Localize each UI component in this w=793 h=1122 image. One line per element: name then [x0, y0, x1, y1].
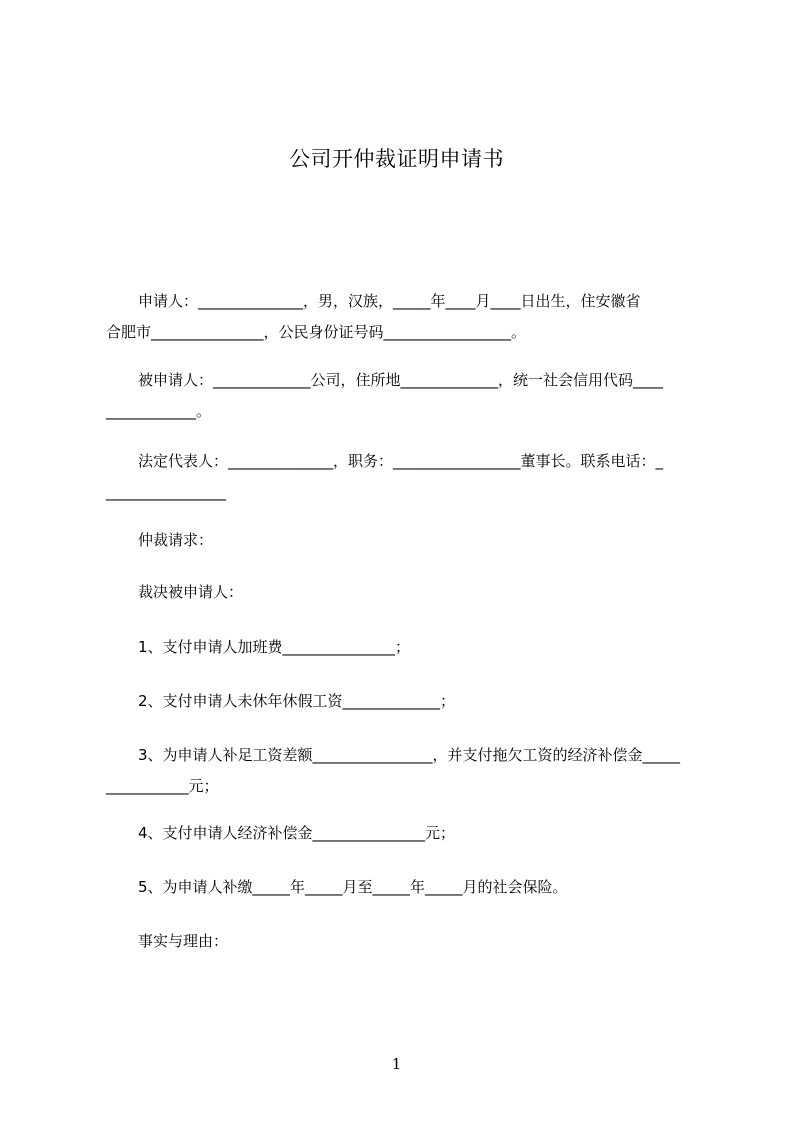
claims-heading: 仲裁请求： — [138, 531, 214, 549]
page-number: 1 — [391, 1055, 402, 1073]
claim-1: 1、支付申请人加班费_______________； — [138, 638, 411, 656]
respondent-paragraph — [106, 365, 702, 427]
respondent-line-1: 被申请人：_____________公司，住所地_____________，统一社会信用代码____ — [138, 371, 664, 389]
claim-2: 2、支付申请人未休年休假工资_____________； — [138, 692, 456, 710]
claim-5: 5、为申请人补缴_____年_____月至_____年_____月的社会保险。 — [138, 878, 568, 896]
claim-3 — [106, 740, 702, 802]
claim-4: 4、支付申请人经济补偿金_______________元； — [138, 824, 456, 842]
applicant-paragraph — [106, 286, 702, 348]
claim-3-line-2: ___________元； — [106, 777, 219, 795]
legal-rep-line-1: 法定代表人：______________，职务：_________________董事长。联系电话：_ — [138, 452, 664, 470]
legal-rep-line-2: ________________ — [106, 483, 226, 501]
legal-rep-paragraph — [106, 446, 702, 508]
claim-3-line-1: 3、为申请人补足工资差额________________，并支付拖欠工资的经济补偿金_____ — [138, 746, 681, 764]
document-title: 公司开仲裁证明申请书 — [289, 147, 504, 171]
claims-intro: 裁决被申请人： — [138, 583, 244, 601]
facts-heading: 事实与理由： — [138, 932, 229, 950]
respondent-line-2: ____________。 — [106, 402, 212, 420]
applicant-line-1: 申请人：______________，男，汉族，_____年____月____日出生，住安徽省 — [138, 292, 641, 310]
applicant-line-2: 合肥市_______________，公民身份证号码_________________。 — [106, 323, 527, 341]
